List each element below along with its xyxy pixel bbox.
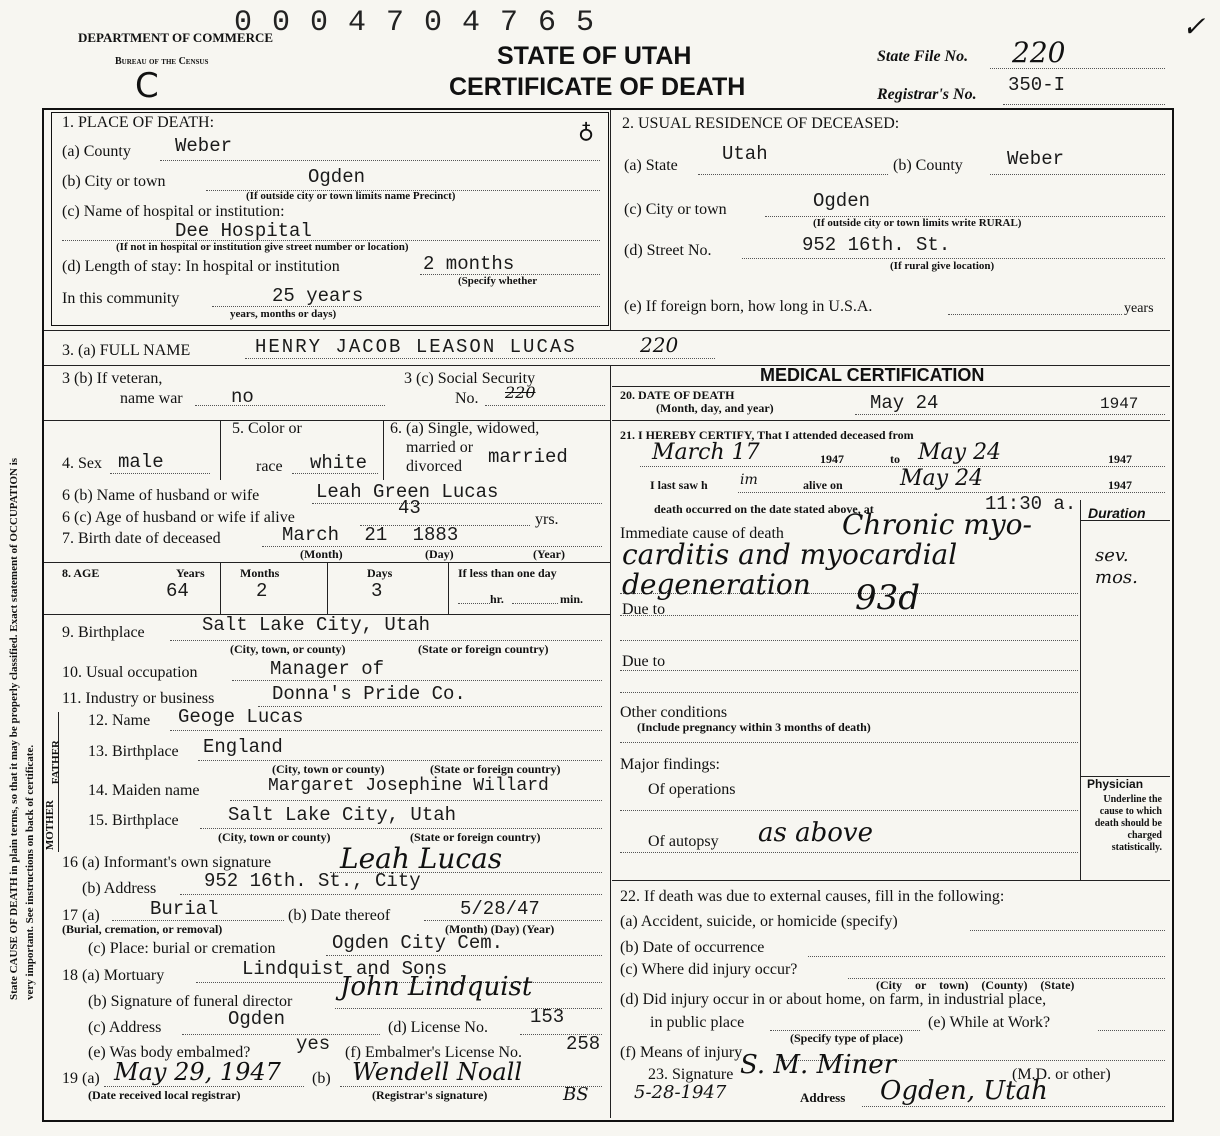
burial-method-note: (Burial, cremation, or removal) xyxy=(62,922,223,936)
ss-value: 220 xyxy=(505,383,536,402)
father-name-label: 12. Name xyxy=(88,712,151,729)
mother-birthplace-value: Salt Lake City, Utah xyxy=(228,804,457,826)
marital-value: married xyxy=(488,446,568,468)
duration-label: Duration xyxy=(1088,505,1146,521)
min-label: min. xyxy=(560,592,584,606)
physician-sig-label: 23. Signature xyxy=(648,1066,734,1083)
mortuary-label: 18 (a) Mortuary xyxy=(62,967,165,984)
industry-label: 11. Industry or business xyxy=(62,690,215,707)
full-name-value: HENRY JACOB LEASON LUCAS xyxy=(255,336,577,358)
received-date-value: May 29, 1947 xyxy=(114,1058,281,1086)
operations-label: Of operations xyxy=(648,781,736,798)
code-mark-icon: ♁ xyxy=(578,118,595,143)
race-value: white xyxy=(310,452,368,474)
hospital-label: (c) Name of hospital or institution: xyxy=(62,203,285,220)
full-name-label: 3. (a) FULL NAME xyxy=(62,342,191,359)
external-a-label: (a) Accident, suicide, or homicide (specify) xyxy=(620,913,898,930)
license-value: 153 xyxy=(530,1006,565,1028)
attended-from: March 17 xyxy=(652,440,760,465)
foreign-born-suffix: years xyxy=(1124,301,1154,316)
mother-side-label: MOTHER xyxy=(44,800,56,851)
embalmer-license-value: 258 xyxy=(566,1033,601,1055)
registrar-signature: Wendell Noall xyxy=(352,1058,523,1086)
marital-label-2: married or xyxy=(406,439,474,456)
alive-on-label: alive on xyxy=(803,478,843,492)
birthplace-label: 9. Birthplace xyxy=(62,624,145,641)
department-label: DEPARTMENT OF COMMERCE xyxy=(78,30,274,45)
war-label: name war xyxy=(120,390,183,407)
community-label: In this community xyxy=(62,290,180,307)
mother-birthplace-label: 15. Birthplace xyxy=(88,812,179,829)
months-label: Months xyxy=(240,566,280,580)
external-f-label: (f) Means of injury xyxy=(620,1044,743,1061)
sex-value: male xyxy=(118,451,164,473)
medical-heading: MEDICAL CERTIFICATION xyxy=(760,365,985,385)
death-time: 11:30 a. xyxy=(985,493,1077,515)
father-side-label: FATHER xyxy=(50,740,62,785)
date-of-death-label: 20. DATE OF DEATH xyxy=(620,388,735,402)
spouse-age-suffix: yrs. xyxy=(535,511,559,528)
birth-year-note: (Year) xyxy=(533,547,565,561)
received-label: 19 (a) xyxy=(62,1070,100,1087)
bureau-label: Bureau of the Census xyxy=(115,56,209,67)
autopsy-value: as above xyxy=(758,818,873,848)
birth-date-label: 7. Birth date of deceased xyxy=(62,530,221,547)
specify-note: (Specify whether xyxy=(458,275,538,287)
embalmed-label: (e) Was body embalmed? xyxy=(88,1044,251,1061)
major-findings-label: Major findings: xyxy=(620,756,720,773)
date-of-death-year: 1947 xyxy=(1100,395,1139,413)
residence-heading: 2. USUAL RESIDENCE OF DECEASED: xyxy=(622,115,900,132)
embalmed-value: yes xyxy=(296,1033,331,1055)
external-b-label: (b) Date of occurrence xyxy=(620,939,765,956)
burial-place-value: Ogden City Cem. xyxy=(332,932,504,954)
spouse-age-value: 43 xyxy=(398,497,421,519)
embalmer-license-label: (f) Embalmer's License No. xyxy=(345,1044,523,1061)
death-county-value: Weber xyxy=(175,135,233,157)
certificate-title: CERTIFICATE OF DEATH xyxy=(449,73,746,101)
stay-label: (d) Length of stay: In hospital or institution xyxy=(62,258,340,275)
director-sig-label: (b) Signature of funeral director xyxy=(88,993,293,1010)
res-street-value: 952 16th. St. xyxy=(802,234,951,256)
marital-label-3: divorced xyxy=(406,458,462,475)
industry-value: Donna's Pride Co. xyxy=(272,683,466,705)
informant-sig-label: 16 (a) Informant's own signature xyxy=(62,854,272,871)
occurred-label: death occurred on the date stated above, at xyxy=(654,502,874,516)
res-street-label: (d) Street No. xyxy=(624,242,712,259)
father-name-value: Geoge Lucas xyxy=(178,706,304,728)
alive-on-value: May 24 xyxy=(900,466,984,491)
less-than-day-label: If less than one day xyxy=(458,566,557,580)
res-street-note: (If rural give location) xyxy=(890,260,995,272)
attended-from-year: 1947 xyxy=(820,452,844,466)
margin-instructions-1: State CAUSE OF DEATH in plain terms, so that it may be properly classified. Exact statement of OCCUPATION is xyxy=(8,457,20,1000)
birth-month-note: (Month) xyxy=(300,547,343,561)
margin-instructions-2: very important. See instructions on back of certificate. xyxy=(24,744,36,1000)
birth-date-value: March 21 1883 xyxy=(282,524,459,546)
due-to-label-2: Due to xyxy=(622,653,666,670)
received-note: (Date received local registrar) xyxy=(88,1088,241,1102)
mortuary-value: Lindquist and Sons xyxy=(242,958,448,980)
community-value: 25 years xyxy=(272,285,364,307)
attended-to-year: 1947 xyxy=(1108,452,1132,466)
res-county-label: (b) County xyxy=(893,157,963,174)
res-county-value: Weber xyxy=(1007,148,1065,170)
hospital-value: Dee Hospital xyxy=(175,220,312,242)
informant-address-label: (b) Address xyxy=(82,880,157,897)
spouse-value: Leah Green Lucas xyxy=(316,481,499,503)
registrar-sig-label: (b) xyxy=(312,1070,331,1087)
father-birthplace-value: England xyxy=(203,736,283,758)
informant-signature: Leah Lucas xyxy=(340,842,503,875)
other-conditions-note: (Include pregnancy within 3 months of death) xyxy=(637,720,871,734)
autopsy-label: Of autopsy xyxy=(648,833,719,850)
veteran-value: no xyxy=(231,386,254,408)
ss-no-label: No. xyxy=(455,390,479,407)
mother-maiden-label: 14. Maiden name xyxy=(88,782,200,799)
certificate-number: 0 0 0 4 7 0 4 7 6 5 xyxy=(234,6,596,40)
spouse-age-label: 6 (c) Age of husband or wife if alive xyxy=(62,509,295,526)
burial-date-note: (Month) (Day) (Year) xyxy=(445,922,555,936)
informant-address-value: 952 16th. St., City xyxy=(204,870,421,892)
birthplace-value: Salt Lake City, Utah xyxy=(202,614,431,636)
years-label: Years xyxy=(176,566,205,580)
state-file-label: State File No. xyxy=(877,48,969,65)
res-city-label: (c) City or town xyxy=(624,201,727,218)
death-city-note: (If outside city or town limits name Precinct) xyxy=(246,190,456,202)
birthplace-state-note: (State or foreign country) xyxy=(418,642,549,656)
certify-label: 21. I HEREBY CERTIFY, That I attended deceased from xyxy=(620,428,914,442)
immediate-cause-value: Chronic myo- carditis and myocardial degeneration xyxy=(622,508,1032,601)
director-signature: John Lindquist xyxy=(340,972,533,1002)
sex-label: 4. Sex xyxy=(62,455,102,472)
external-heading: 22. If death was due to external causes, fill in the following: xyxy=(620,888,1005,905)
birth-day-note: (Day) xyxy=(425,547,454,561)
external-d-label: (d) Did injury occur in or about home, on farm, in industrial place, xyxy=(620,991,1047,1008)
community-note: years, months or days) xyxy=(230,308,337,320)
age-months-value: 2 xyxy=(256,580,268,602)
age-label: 8. AGE xyxy=(62,566,100,580)
physician-box-title: Physician xyxy=(1087,777,1144,791)
age-years-value: 64 xyxy=(166,580,189,602)
burial-date-value: 5/28/47 xyxy=(460,898,540,920)
mother-state-note: (State or foreign country) xyxy=(410,830,541,844)
father-city-note: (City, town or county) xyxy=(272,762,385,776)
immediate-cause-label: Immediate cause of death xyxy=(620,525,784,542)
spouse-label: 6 (b) Name of husband or wife xyxy=(62,487,260,504)
attended-to: May 24 xyxy=(918,440,1002,465)
social-security-label: 3 (c) Social Security xyxy=(404,370,536,387)
father-birthplace-label: 13. Birthplace xyxy=(88,743,179,760)
foreign-born-label: (e) If foreign born, how long in U.S.A. xyxy=(624,298,873,315)
burial-label: 17 (a) xyxy=(62,907,100,924)
registrar-label: Registrar's No. xyxy=(877,86,977,103)
mortuary-address-label: (c) Address xyxy=(88,1019,162,1036)
other-conditions-label: Other conditions xyxy=(620,704,728,721)
days-label: Days xyxy=(367,566,393,580)
state-title: STATE OF UTAH xyxy=(497,42,692,70)
external-d-note: (Specify type of place) xyxy=(790,1031,903,1045)
external-c-note: (City or town) (County) (State) xyxy=(876,978,1075,992)
mortuary-address-value: Ogden xyxy=(228,1008,286,1030)
stay-value: 2 months xyxy=(423,253,515,275)
date-of-death-month: May 24 xyxy=(870,392,939,414)
occupation-value: Manager of xyxy=(270,658,385,680)
registrar-initials: BS xyxy=(563,1084,589,1105)
marital-label-1: 6. (a) Single, widowed, xyxy=(390,420,540,437)
external-e-label: (e) While at Work? xyxy=(928,1014,1051,1031)
cause-code: 93d xyxy=(855,578,921,618)
mother-maiden-value: Margaret Josephine Willard xyxy=(268,776,549,796)
place-of-death-heading: 1. PLACE OF DEATH: xyxy=(62,114,215,131)
date-of-death-sub: (Month, day, and year) xyxy=(656,401,774,415)
death-city-label: (b) City or town xyxy=(62,173,166,190)
burial-place-label: (c) Place: burial or cremation xyxy=(88,940,276,957)
death-city-value: Ogden xyxy=(308,166,366,188)
physician-signature: S. M. Miner xyxy=(740,1050,897,1080)
color-label: 5. Color or xyxy=(232,420,302,437)
age-days-value: 3 xyxy=(371,580,383,602)
father-state-note: (State or foreign country) xyxy=(430,762,561,776)
burial-date-label: (b) Date thereof xyxy=(288,907,391,924)
hr-label: hr. xyxy=(490,592,504,606)
res-state-label: (a) State xyxy=(624,157,678,174)
alive-on-year: 1947 xyxy=(1108,478,1132,492)
occupation-label: 10. Usual occupation xyxy=(62,664,198,681)
external-c-label: (c) Where did injury occur? xyxy=(620,961,798,978)
due-to-label-1: Due to xyxy=(622,601,666,618)
burial-method-value: Burial xyxy=(150,898,219,920)
to-label: to xyxy=(890,452,900,466)
res-city-note: (If outside city or town limits write RURAL) xyxy=(813,217,1022,229)
veteran-label: 3 (b) If veteran, xyxy=(62,370,163,387)
name-number: 220 xyxy=(640,333,679,357)
hospital-note: (If not in hospital or institution give street number or location) xyxy=(116,241,409,253)
corner-mark: C xyxy=(135,66,159,106)
mother-city-note: (City, town or county) xyxy=(218,830,331,844)
external-d2-label: in public place xyxy=(650,1014,745,1031)
last-saw-label: I last saw h xyxy=(650,478,708,492)
physician-address-label: Address xyxy=(800,1090,846,1105)
duration-value: sev. mos. xyxy=(1095,545,1138,588)
md-label: (M.D. or other) xyxy=(1012,1066,1111,1083)
check-mark: ✓ xyxy=(1182,12,1206,43)
physician-box-note: Underline the cause to which death should be charged statistically. xyxy=(1094,794,1162,853)
registrar-number: 350-I xyxy=(1008,74,1066,96)
res-city-value: Ogden xyxy=(813,190,871,212)
res-state-value: Utah xyxy=(722,143,768,165)
physician-address-value: Ogden, Utah xyxy=(880,1076,1048,1106)
registrar-note: (Registrar's signature) xyxy=(372,1088,488,1102)
birthplace-city-note: (City, town, or county) xyxy=(230,642,346,656)
death-county-label: (a) County xyxy=(62,143,131,160)
state-file-number: 220 xyxy=(1012,36,1066,69)
physician-sig-date: 5-28-1947 xyxy=(634,1082,727,1103)
license-label: (d) License No. xyxy=(388,1019,488,1036)
race-label: race xyxy=(256,458,283,475)
last-saw-him: im xyxy=(740,472,758,488)
